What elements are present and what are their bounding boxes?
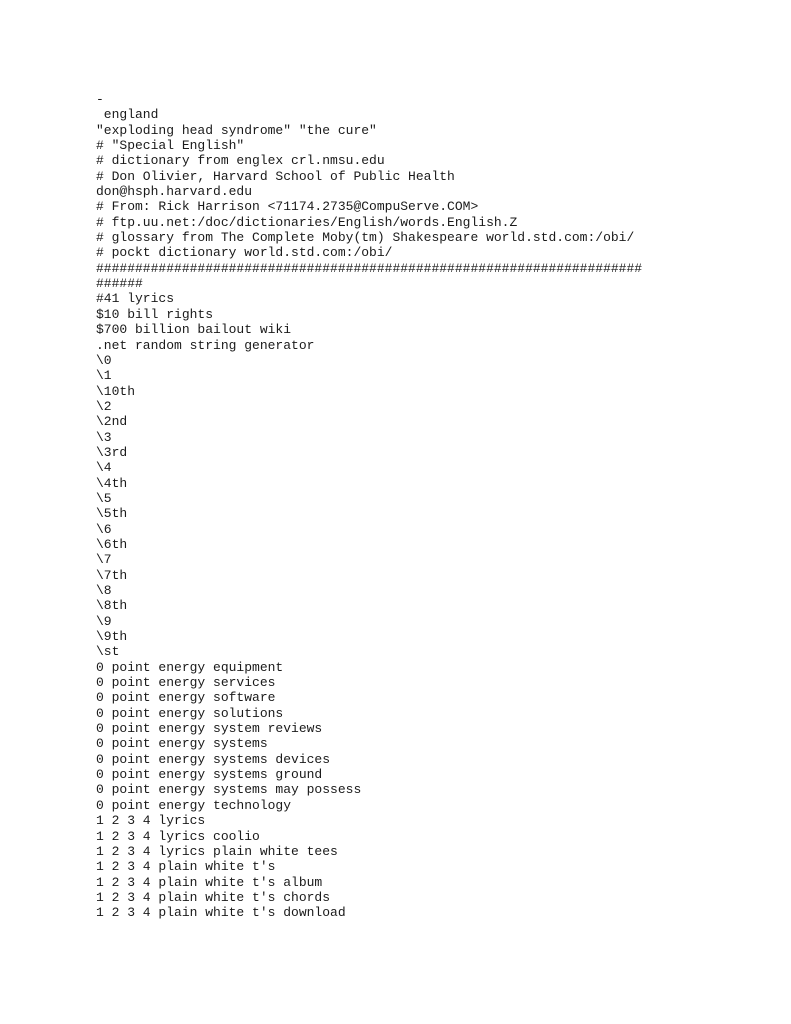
text-line: \3 [96, 429, 112, 445]
text-line: \9th [96, 629, 128, 645]
text-line: \10th [96, 383, 136, 399]
text-line: \st [96, 644, 120, 660]
text-line: # Don Olivier, Harvard School of Public Health [96, 168, 455, 184]
text-line: 1 2 3 4 plain white t's download [96, 905, 346, 921]
text-line: \8th [96, 598, 128, 614]
text-line: ###### [96, 276, 143, 292]
text-line: \7th [96, 567, 128, 583]
text-line: # pockt dictionary world.std.com:/obi/ [96, 245, 393, 261]
text-line: 1 2 3 4 lyrics [96, 813, 206, 829]
text-line: don@hsph.harvard.edu [96, 184, 253, 200]
text-line: # ftp.uu.net:/doc/dictionaries/English/words.English.Z [96, 214, 518, 230]
text-line: .net random string generator [96, 337, 315, 353]
text-line: \8 [96, 583, 112, 598]
text-line: 0 point energy software [96, 690, 276, 706]
text-line: 0 point energy systems may possess [96, 782, 362, 798]
text-line: 1 2 3 4 lyrics plain white tees [96, 843, 338, 859]
text-line: \2nd [96, 414, 128, 430]
text-line: \7 [96, 552, 112, 568]
text-line: 0 point energy solutions [96, 705, 284, 721]
text-line: # From: Rick Harrison <71174.2735@CompuServe.COM> [96, 199, 479, 215]
text-line: 0 point energy system reviews [96, 721, 323, 737]
text-line: # glossary from The Complete Moby(tm) Shakespeare world.std.com:/obi/ [96, 230, 635, 246]
text-line: 0 point energy systems [96, 736, 268, 752]
text-line: #41 lyrics [96, 291, 175, 307]
text-line: \4 [96, 460, 112, 476]
text-line: # dictionary from englex crl.nmsu.edu [96, 153, 385, 169]
text-line: \6th [96, 536, 128, 552]
text-line: - [96, 92, 104, 107]
text-line: $10 bill rights [96, 306, 214, 322]
text-line: 1 2 3 4 plain white t's chords [96, 889, 331, 905]
text-line: \6 [96, 521, 112, 537]
text-line: 1 2 3 4 lyrics coolio [96, 828, 260, 844]
text-line: \4th [96, 475, 128, 491]
text-line: \2 [96, 398, 112, 414]
text-line: 0 point energy systems ground [96, 767, 323, 783]
text-line: 1 2 3 4 plain white t's [96, 859, 276, 875]
text-line: 0 point energy services [96, 675, 276, 691]
text-line: 0 point energy systems devices [96, 751, 331, 767]
text-line: england [96, 107, 159, 123]
text-line: \1 [96, 368, 112, 384]
text-line: 0 point energy equipment [96, 659, 284, 675]
text-line: \5 [96, 490, 112, 506]
text-line: "exploding head syndrome" "the cure" [96, 122, 377, 138]
text-line: \9 [96, 613, 112, 629]
text-line: \5th [96, 506, 128, 522]
text-lines [96, 92, 642, 921]
text-line: 0 point energy technology [96, 797, 292, 813]
text-line: \3rd [96, 444, 128, 460]
text-line: $700 billion bailout wiki [96, 322, 292, 338]
text-line: 1 2 3 4 plain white t's album [96, 874, 323, 890]
text-line: \0 [96, 352, 112, 368]
text-line: # "Special English" [96, 138, 245, 154]
text-line: ###################################################################### [96, 260, 643, 276]
